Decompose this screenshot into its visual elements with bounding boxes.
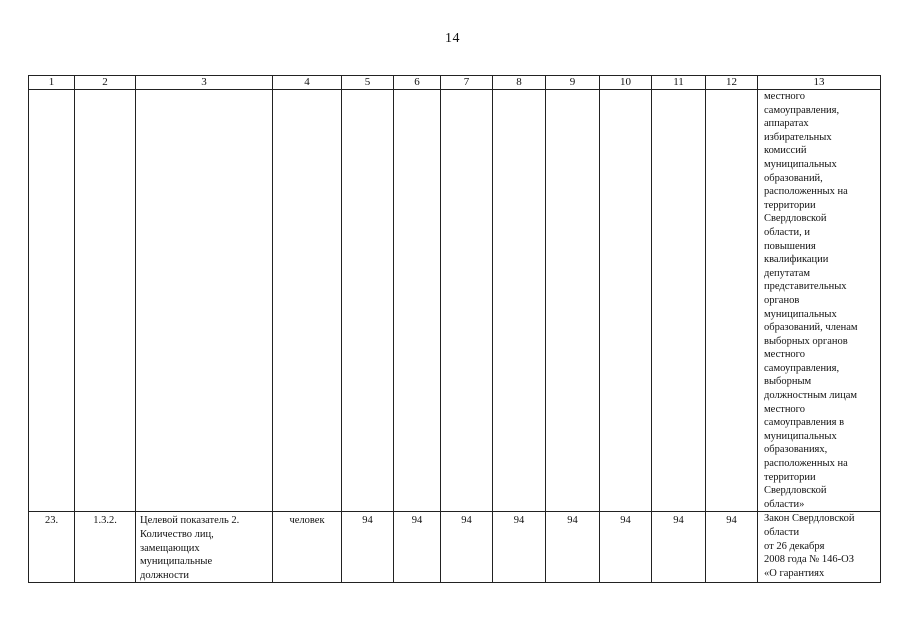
table-header-row [29,76,881,90]
indicator-value: 94 [461,515,472,527]
legal-basis-cell [758,90,881,512]
value-cell [394,512,441,583]
empty-cell [441,90,493,512]
indicator-value: 94 [362,515,373,527]
empty-cell [652,90,706,512]
empty-cell [273,90,342,512]
table-row-continuation [29,90,881,512]
column-header: 3 [136,76,273,90]
indicator-value: 94 [726,515,737,527]
indicator-value: 94 [567,515,578,527]
column-header: 10 [600,76,652,90]
column-header: 7 [441,76,493,90]
empty-cell [29,90,75,512]
table-row [29,512,881,583]
value-cell [546,512,600,583]
value-cell [706,512,758,583]
column-header: 5 [342,76,394,90]
column-header: 2 [75,76,136,90]
empty-cell [706,90,758,512]
column-header: 13 [758,76,881,90]
legal-basis-continuation-text: местного самоуправления, аппаратах избирательных комиссий муниципальных образований, расположенных на территории Свердловской области, и повышения квалификации депутатам представительных органов муниципальных образований, членам выборных органов местного самоуправления, выборным должностным лицам местного самоуправления в муниципальных образованиях, расположенных на территории Свердловской области» [764,91,858,510]
page-number: 14 [445,31,460,46]
value-cell [342,512,394,583]
unit-cell [273,512,342,583]
row-number-cell [29,512,75,583]
value-cell [600,512,652,583]
indicator-value: 94 [620,515,631,527]
empty-cell [493,90,546,512]
empty-cell [600,90,652,512]
column-header: 9 [546,76,600,90]
column-header: 1 [29,76,75,90]
row-code-cell [75,512,136,583]
column-header: 6 [394,76,441,90]
column-header: 4 [273,76,342,90]
indicator-value: 94 [513,515,525,527]
value-cell [441,512,493,583]
indicator-name-cell [136,512,273,583]
indicator-value: 94 [411,515,423,527]
unit-of-measure: человек [289,515,325,527]
row-code: 1.3.2. [93,515,117,527]
empty-cell [394,90,441,512]
value-cell [652,512,706,583]
empty-cell [342,90,394,512]
indicator-name: Целевой показатель 2. Количество лиц, замещающих муниципальные должности [140,515,240,581]
indicator-table [28,75,881,583]
value-cell [493,512,546,583]
indicator-value: 94 [673,515,684,527]
empty-cell [75,90,136,512]
empty-cell [546,90,600,512]
column-header: 11 [652,76,706,90]
column-header: 12 [706,76,758,90]
empty-cell [136,90,273,512]
legal-basis-text: Закон Свердловской области от 26 декабря 2008 года № 146-ОЗ «О гарантиях [764,513,855,579]
column-header: 8 [493,76,546,90]
legal-basis-cell [758,512,881,583]
row-number: 23. [44,515,59,527]
